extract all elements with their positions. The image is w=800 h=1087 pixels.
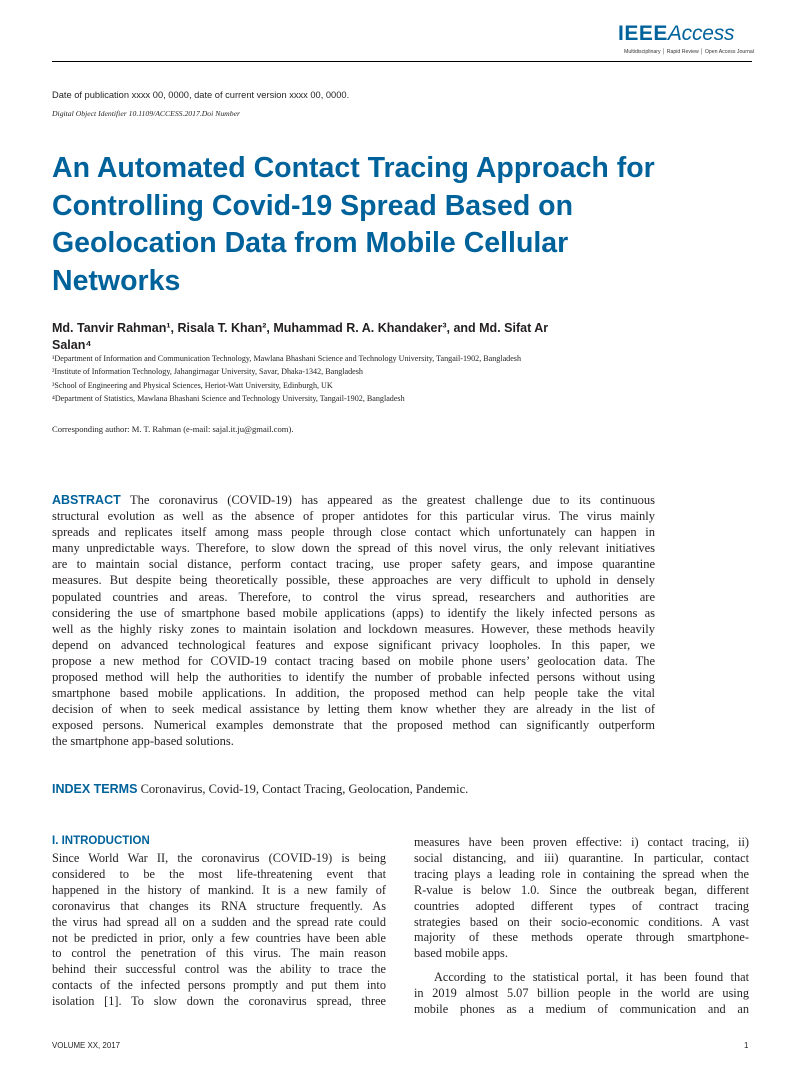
index-terms-text: Coronavirus, Covid-19, Contact Tracing, Geolocation, Pandemic. bbox=[137, 782, 469, 796]
body-line: in 2019 almost 5.07 billion people in the world are using bbox=[414, 986, 749, 1001]
abstract-line: smartphone based mobile applications. In addition, the proposed method can help people take the vital bbox=[52, 686, 655, 701]
title-line: An Automated Contact Tracing Approach for bbox=[52, 152, 655, 184]
section-heading-introduction: I. INTRODUCTION bbox=[52, 835, 150, 847]
abstract bbox=[52, 492, 655, 750]
body-line: happened in the history of mankind. It is a new family of bbox=[52, 882, 386, 897]
affiliations bbox=[52, 352, 752, 405]
body-line: to control the penetration of this virus. The main reason bbox=[52, 946, 386, 961]
abstract-line: propose a new method for COVID-19 contact tracing based on mobile phone users’ geolocation data. The bbox=[52, 653, 655, 668]
abstract-line: well as the highly risky zones to maintain isolation and lockdown measures. However, these methods heavily bbox=[52, 621, 655, 636]
corresponding-author: Corresponding author: M. T. Rahman (e-mail: sajal.it.ju@gmail.com). bbox=[52, 424, 294, 434]
column-left bbox=[52, 851, 386, 1010]
ieee-access-logo bbox=[618, 22, 754, 58]
body-line: not be predicted in prior, only a few countries have been able bbox=[52, 930, 386, 945]
logo-access: Access bbox=[667, 22, 735, 45]
title-line: Controlling Covid-19 Spread Based on bbox=[52, 189, 573, 222]
title-line: Networks bbox=[52, 264, 181, 297]
body-line: behind their successful control was the ability to trace the bbox=[52, 962, 386, 977]
affiliation-3: ³School of Engineering and Physical Sciences, Heriot-Watt University, Edinburgh, UK bbox=[52, 380, 333, 390]
body-line: strategies based on their socio-economic conditions. A vast bbox=[414, 914, 749, 929]
body-line: coronavirus that changes its RNA structure frequently. As bbox=[52, 898, 386, 913]
body-line: considered to be the most life-threatening event that bbox=[52, 866, 386, 881]
index-terms-label: INDEX TERMS bbox=[52, 782, 138, 796]
author-line: Salan⁴ bbox=[52, 338, 92, 352]
abstract-line: the smartphone app-based solutions. bbox=[52, 734, 234, 749]
body-line: Since World War II, the coronavirus (COVID-19) is being bbox=[52, 851, 386, 865]
abstract-line: structural evolution as well as the absence of proper antidotes for this particular virus. The virus mainly bbox=[52, 509, 655, 524]
logo-tagline: Multidisciplinary │ Rapid Review │ Open Access Journal bbox=[624, 49, 754, 55]
body-line: isolation [1]. To slow down the coronavirus spread, three bbox=[52, 994, 386, 1009]
title-line: Geolocation Data from Mobile Cellular bbox=[52, 227, 569, 260]
abstract-line: spreads and replicates itself among mass people through close contact which unfortunately can happen in bbox=[52, 525, 655, 540]
paper-title bbox=[52, 150, 752, 300]
author-list bbox=[52, 320, 692, 354]
body-line: countries adopted different types of contract tracing bbox=[414, 898, 749, 913]
abstract-line: exposed persons. Numerical examples demonstrate that the proposed method can significantly outperform bbox=[52, 718, 655, 733]
body-line: majority of these methods operate through smartphone- bbox=[414, 930, 749, 945]
body-line: the virus had spread all on a sudden and the spread rate could bbox=[52, 914, 386, 929]
abstract-line: considering the use of smartphone based mobile applications (apps) to identify the likely infected persons as bbox=[52, 605, 655, 620]
publication-date: Date of publication xxxx 00, 0000, date of current version xxxx 00, 0000. bbox=[52, 90, 350, 100]
body-line: measures have been proven effective: i) contact tracing, ii) bbox=[414, 835, 749, 849]
affiliation-1: ¹Department of Information and Communication Technology, Mawlana Bhashani Science and Technology University, Tangail-1902, Bangladesh bbox=[52, 354, 522, 363]
author-line: Md. Tanvir Rahman¹, Risala T. Khan², Muhammad R. A. Khandaker³, and Md. Sifat Ar bbox=[52, 321, 549, 335]
affiliation-2: ²Institute of Information Technology, Jahangirnagar University, Savar, Dhaka-1342, Bangladesh bbox=[52, 367, 363, 377]
abstract-line: many unpredictable ways. Therefore, to slow down the spread of this novel virus, the only relevant initiatives bbox=[52, 541, 655, 556]
body-line: mobile phones as a medium of communication and an bbox=[414, 1002, 749, 1017]
abstract-line bbox=[52, 492, 655, 508]
header-rule bbox=[52, 61, 752, 62]
footer-page-number: 1 bbox=[744, 1041, 749, 1050]
column-right bbox=[414, 835, 749, 1018]
body-line: tracing plays a leading role in containing the spread when the bbox=[414, 866, 749, 881]
abstract-line: are to maintain social distance, perform contact tracing, use proper safety gears, and impose quarantine bbox=[52, 557, 655, 572]
abstract-line: decision of when to seek medical assistance by letting them know whether they are already in the list of bbox=[52, 702, 655, 717]
logo-ieee: IEEE bbox=[618, 22, 668, 45]
body-line: According to the statistical portal, it has been found that bbox=[434, 970, 749, 985]
body-line: based mobile apps. bbox=[414, 946, 508, 961]
abstract-line-text: The coronavirus (COVID-19) has appeared as the greatest challenge due to its continuous bbox=[120, 493, 655, 507]
body-line: R-value is below 1.0. Since the outbreak began, different bbox=[414, 882, 749, 897]
abstract-label: ABSTRACT bbox=[52, 493, 121, 507]
abstract-line: depend on advanced technological features and expose significant privacy loopholes. In this paper, we bbox=[52, 637, 655, 652]
abstract-line: measures. But despite being theoretically possible, these approaches are very difficult to uphold in densely bbox=[52, 573, 655, 588]
doi-line: Digital Object Identifier 10.1109/ACCESS.2017.Doi Number bbox=[52, 109, 240, 118]
body-line: contacts of the infected persons promptly and put them into bbox=[52, 978, 386, 993]
index-terms bbox=[52, 781, 468, 797]
footer-volume: VOLUME XX, 2017 bbox=[52, 1041, 120, 1050]
affiliation-4: ⁴Department of Statistics, Mawlana Bhashani Science and Technology University, Tangail-1902, Bangladesh bbox=[52, 393, 405, 403]
logo-wordmark bbox=[618, 22, 734, 46]
abstract-line: proposed method will help the authorities to identify the number of probable infected persons without using bbox=[52, 670, 655, 685]
abstract-line: populated countries and areas. Therefore, to control the virus spread, researchers and authorities are bbox=[52, 589, 655, 604]
body-line: social distancing, and iii) quarantine. In particular, contact bbox=[414, 850, 749, 865]
